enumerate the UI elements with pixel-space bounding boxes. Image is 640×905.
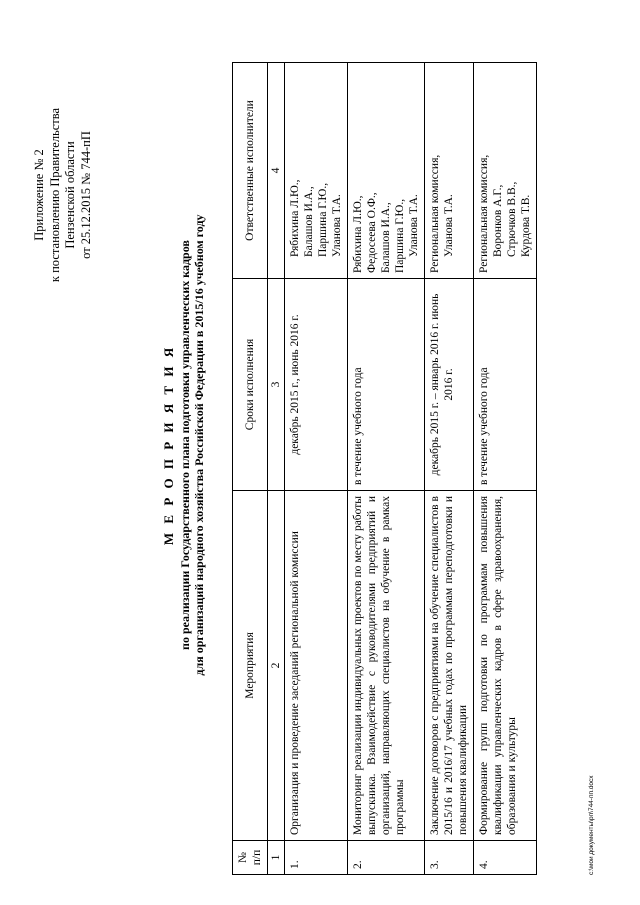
responsible-person: Стрючков В.В.,: [506, 181, 518, 257]
responsible-person: Курдова Т.В.: [520, 194, 532, 257]
responsible-person: Уланова Т.А.: [408, 194, 420, 257]
file-path-footer: c:\мои документы\рп\744-пп.docx: [588, 775, 595, 875]
row-responsible: [348, 63, 425, 279]
appendix-number: Приложение № 2: [32, 149, 46, 241]
appendix-region: Пензенской области: [63, 141, 77, 249]
column-number: 3: [268, 279, 285, 491]
responsible-person: Паршина Г.Ю.,: [394, 198, 406, 273]
responsible-person: Уланова Т.А.: [331, 194, 343, 257]
column-numbers-row: [268, 63, 285, 875]
row-deadline: декабрь 2015 г., июнь 2016 г.: [285, 279, 348, 491]
title-subtitle-1: по реализации Государственного плана подготовки управленческих кадров: [177, 240, 192, 650]
table-row: [285, 63, 348, 875]
responsible-person: Балашов И.А.,: [303, 186, 315, 257]
responsible-person: Воронков А.Г.,: [492, 184, 504, 257]
column-number: 4: [268, 63, 285, 279]
row-event: Организация и проведение заседаний региональной комиссии: [285, 491, 348, 841]
responsible-person: Уланова Т.А.: [443, 194, 455, 257]
row-number: 3.: [425, 841, 474, 875]
row-event: Заключение договоров с предприятиями на обучение специалистов в 2015/16 и 2016/17 учебных годах по программам переподготовки и повышения квалификации: [425, 491, 474, 841]
responsible-person: Региональная комиссия,: [478, 154, 490, 273]
row-number: 2.: [348, 841, 425, 875]
header-deadlines: Сроки исполнения: [233, 279, 268, 491]
table-header-row: [233, 63, 268, 875]
table-row: [348, 63, 425, 875]
row-event: Формирование групп подготовки по программам повышения квалификации управленческих кадров в сфере здравоохранения, образования и культуры: [474, 491, 537, 841]
responsible-person: Региональная комиссия,: [429, 154, 441, 273]
row-deadline: декабрь 2015 г. – январь 2016 г. июнь 2016 г.: [425, 279, 474, 491]
appendix-block: [32, 65, 94, 325]
row-responsible: [425, 63, 474, 279]
responsible-person: Паршина Г.Ю.,: [317, 182, 329, 257]
table-row: [425, 63, 474, 875]
appendix-date-number: от 25.12.2015 № 744-пП: [78, 131, 93, 259]
appendix-to-resolution: к постановлению Правительства: [47, 107, 62, 283]
responsible-person: Федосеева О.Ф.,: [366, 192, 378, 273]
row-deadline: в течение учебного года: [474, 279, 537, 491]
row-responsible: [285, 63, 348, 279]
column-number: 1: [268, 841, 285, 875]
table-row: [474, 63, 537, 875]
events-table: [232, 62, 537, 875]
responsible-person: Балашов И.А.,: [380, 202, 392, 273]
row-number: 1.: [285, 841, 348, 875]
document-title: [162, 45, 207, 845]
column-number: 2: [268, 491, 285, 841]
row-number: 4.: [474, 841, 537, 875]
header-responsible: Ответственные исполнители: [233, 63, 268, 279]
row-event: Мониторинг реализации индивидуальных проектов по месту работы выпускника. Взаимодействие с руководителями предприятий и организаций, направляющих специалистов на обучение в рамках программы: [348, 491, 425, 841]
row-responsible: [474, 63, 537, 279]
header-events: Мероприятия: [233, 491, 268, 841]
title-subtitle-2: для организаций народного хозяйства Российской Федерации в 2015/16 учебном году: [192, 214, 206, 676]
responsible-person: Рябихина Л.Ю.,: [352, 195, 364, 273]
row-deadline: в течение учебного года: [348, 279, 425, 491]
title-heading: М Е Р О П Р И Я Т И Я: [161, 344, 176, 546]
header-number: № п/п: [233, 841, 268, 875]
responsible-person: Рябихина Л.Ю.,: [289, 179, 301, 257]
